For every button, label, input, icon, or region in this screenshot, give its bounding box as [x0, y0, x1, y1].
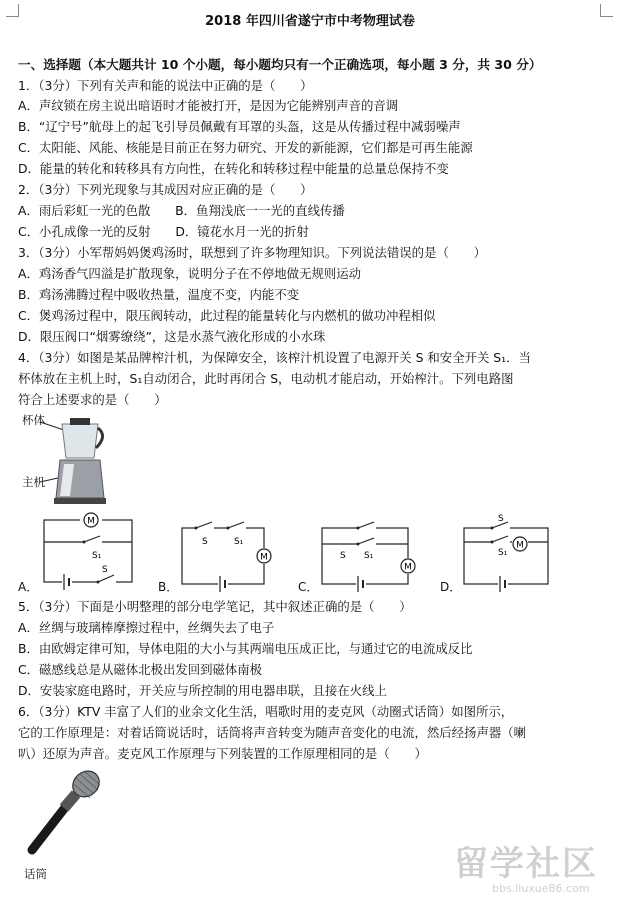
- q3-option-a: A．鸡汤香气四溢是扩散现象，说明分子在不停地做无规则运动: [18, 266, 362, 281]
- motor-symbol-a: M: [87, 516, 95, 527]
- q4-line-2: 杯体放在主机上时，S₁自动闭合，此时再闭合 S，电动机才能启动，开始榨汁。下列电路图: [18, 371, 514, 386]
- q5-option-c: C．磁感线总是从磁体北极出发回到磁体南极: [18, 662, 263, 677]
- q5-option-a: A．丝绸与玻璃棒摩擦过程中，丝绸失去了电子: [18, 620, 275, 635]
- motor-symbol-d: M: [516, 540, 524, 551]
- q3-option-b: B．鸡汤沸腾过程中吸收热量，温度不变，内能不变: [18, 287, 300, 302]
- q4-option-d: D．: [440, 580, 462, 594]
- watermark-url: bbs.liuxue86.com: [492, 882, 590, 895]
- q3-option-d: D．限压阀口“烟雾缭绕”，这是水蒸气液化形成的小水珠: [18, 329, 326, 344]
- microphone-illustration: [18, 768, 108, 858]
- exam-title: 2018 年四川省遂宁市中考物理试卷: [205, 14, 415, 29]
- q1-stem: 1．（3分）下列有关声和能的说法中正确的是（ ）: [18, 78, 313, 93]
- q5-option-b: B．由欧姆定律可知，导体电阻的大小与其两端电压成正比，与通过它的电流成反比: [18, 641, 473, 656]
- q1-option-d: D．能量的转化和转移具有方向性，在转化和转移过程中能量的总量总保持不变: [18, 161, 449, 176]
- q6-line-3: 叭）还原为声音。麦克风工作原理与下列装置的工作原理相同的是（ ）: [18, 746, 427, 761]
- q6-line-2: 它的工作原理是：对着话筒说话时，话筒将声音转变为随声音变化的电流，然后经扬声器（喇: [18, 725, 527, 740]
- switch-s-label-c: S: [340, 551, 346, 561]
- circuit-diagram-c: [320, 522, 420, 587]
- q4-line-3: 符合上述要求的是（ ）: [18, 392, 167, 407]
- switch-s1-label-a: S₁: [92, 551, 102, 561]
- juicer-illustration: [40, 412, 110, 507]
- microphone-label: 话筒: [24, 867, 47, 881]
- q2-stem: 2．（3分）下列光现象与其成因对应正确的是（ ）: [18, 182, 313, 197]
- q5-stem: 5．（3分）下面是小明整理的部分电学笔记，其中叙述正确的是（ ）: [18, 599, 412, 614]
- q1-option-a: A．声纹锁在房主说出暗语时才能被打开，是因为它能辨别声音的音调: [18, 98, 399, 113]
- section-heading: 一、选择题（本大题共计 10 个小题，每小题均只有一个正确选项，每小题 3 分，共 30 分）: [18, 57, 542, 72]
- switch-s1-label-b: S₁: [234, 537, 244, 547]
- q4-option-c: C．: [298, 580, 319, 594]
- base-label: 主机: [22, 475, 45, 489]
- q1-option-b: B．“辽宁号”航母上的起飞引导员佩戴有耳罩的头盔，这是从传播过程中减弱噪声: [18, 119, 461, 134]
- q4-option-b: B．: [158, 580, 179, 594]
- cup-label: 杯体: [22, 413, 45, 427]
- switch-s-label-d: S: [498, 514, 504, 524]
- q4-option-a: A．: [18, 580, 39, 594]
- q6-line-1: 6．（3分）KTV 丰富了人们的业余文化生活，唱歌时用的麦克风（动圈式话筒）如图所示，: [18, 704, 514, 719]
- motor-symbol-b: M: [260, 552, 268, 563]
- switch-s1-label-c: S₁: [364, 551, 374, 561]
- q3-stem: 3．（3分）小军帮妈妈煲鸡汤时，联想到了许多物理知识。下列说法错误的是（ ）: [18, 245, 487, 260]
- switch-s-label-b: S: [202, 537, 208, 547]
- q4-line-1: 4．（3分）如图是某品牌榨汁机，为保障安全，该榨汁机设置了电源开关 S 和安全开关 S₁．当: [18, 350, 531, 365]
- watermark-logo: 留学社区: [454, 844, 598, 884]
- q3-option-c: C．煲鸡汤过程中，限压阀转动，此过程的能量转化与内燃机的做功冲程相似: [18, 308, 436, 323]
- circuit-diagram-d: [462, 514, 562, 587]
- circuit-diagram-a: [40, 510, 140, 585]
- switch-s-label-a: S: [102, 565, 108, 575]
- q5-option-d: D．安装家庭电路时，开关应与所控制的用电器串联，且接在火线上: [18, 683, 387, 698]
- q2-options-ab: A．雨后彩虹一光的色散 B．鱼翔浅底一一光的直线传播: [18, 203, 345, 218]
- switch-s1-label-d: S₁: [498, 548, 508, 558]
- q2-options-cd: C．小孔成像一光的反射 D．镜花水月一光的折射: [18, 224, 309, 239]
- motor-symbol-c: M: [404, 562, 412, 573]
- q1-option-c: C．太阳能、风能、核能是目前正在努力研究、开发的新能源，它们都是可再生能源: [18, 140, 473, 155]
- circuit-diagram-b: [180, 522, 280, 587]
